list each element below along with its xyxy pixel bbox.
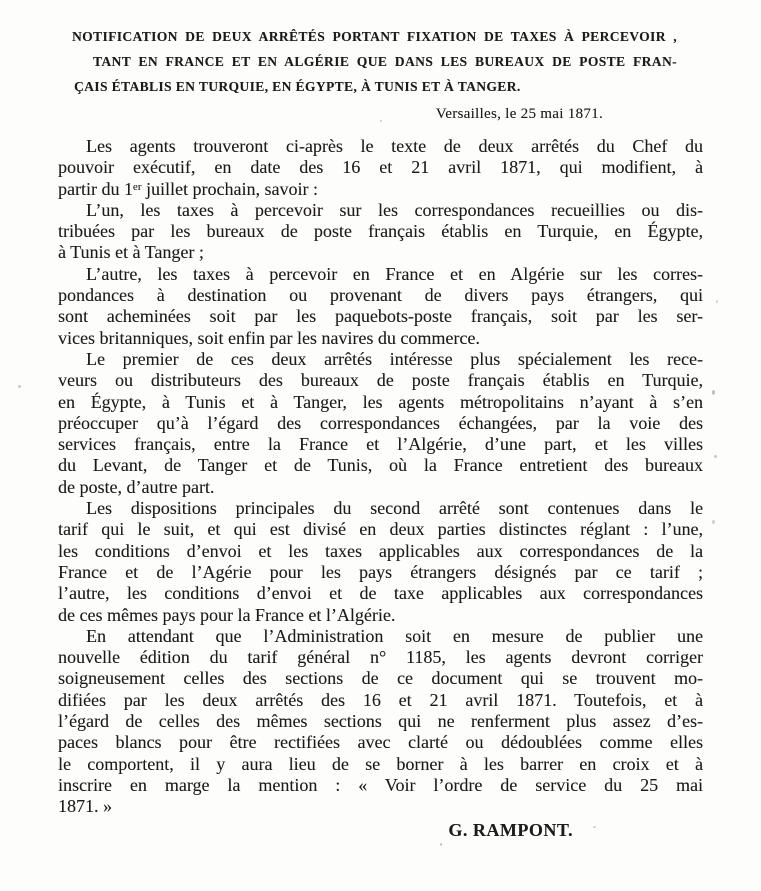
text-line: soigneusement celles des sections de ce document qui se trouvent mo- [58,668,703,689]
text-line: France et de l’Agérie pour les pays étrangers désignés par ce tarif ; [58,561,703,582]
document-header [72,24,677,99]
paragraph [58,136,703,200]
text-line: L’un, les taxes à percevoir sur les correspondances recueillies ou dis- [86,199,703,220]
text-line: services français, entre la France et l’Algérie, d’une part, et les villes [58,434,703,455]
text-line: Les dispositions principales du second arrêté sont contenues dans le [86,498,703,519]
header-line-2: TANT EN FRANCE ET EN ALGÉRIE QUE DANS LES BUREAUX DE POSTE FRAN- [93,54,677,69]
text-line: 1871. » [58,796,112,817]
text-line: le comportent, il y aura lieu de se borner à les barrer en croix et à [58,753,703,774]
text-line: L’autre, les taxes à percevoir en France et en Algérie sur les corres- [86,263,703,284]
text-line: les conditions d’envoi et les taxes applicables aux correspondances de la [58,540,703,561]
paragraph [58,264,703,349]
text-line: Les agents trouveront ci-après le texte de deux arrêtés du Chef du [86,136,703,156]
text-line: Le premier de ces deux arrêtés intéresse plus spécialement les rece- [86,348,703,369]
paragraph [58,498,703,626]
text-line: sont acheminées soit par les paquebots-poste français, soit par les ser- [58,306,703,327]
text-line: inscrire en marge la mention : « Voir l’ordre de service du 25 mai [58,774,703,795]
scan-speck [712,520,715,524]
paragraph [58,200,703,264]
text-line: En attendant que l’Administration soit en mesure de publier une [86,625,703,646]
text-line: du Levant, de Tanger et de Tunis, où la France entretient des bureaux [58,455,703,476]
text-line: préoccuper qu’à l’égard des correspondances échangées, par la voie des [58,412,703,433]
scan-speck [440,843,442,846]
paragraph [58,626,703,818]
text-line: pondances à destination ou provenant de divers pays étrangers, qui [58,285,703,306]
dateline: Versailles, le 25 mai 1871. [435,106,603,122]
header-line-3: ÇAIS ÉTABLIS EN TURQUIE, EN ÉGYPTE, À TUNIS ET À TANGER. [74,79,521,94]
text-line: paces blancs pour être rectifiées avec clarté ou dédoublées comme elles [58,732,703,753]
scan-speck [714,455,717,458]
text-line: nouvelle édition du tarif général n° 1185, les agents devront corriger [58,647,703,668]
text-line: vices britanniques, soit enfin par les navires du commerce. [58,327,480,348]
header-line-1: NOTIFICATION DE DEUX ARRÊTÉS PORTANT FIXATION DE TAXES À PERCEVOIR , [72,29,677,44]
document-body [58,136,703,818]
text-line: tarif qui le suit, et qui est divisé en deux parties distinctes réglant : l’une, [58,519,703,540]
text-line: l’égard de celles des mêmes sections qui ne renferment plus assez d’es- [58,711,703,732]
scan-speck [18,385,21,388]
text-line: de poste, d’autre part. [58,476,215,497]
text-line: difiées par les deux arrêtés des 16 et 21 avril 1871. Toutefois, et à [58,689,703,710]
text-line: de ces mêmes pays pour la France et l’Algérie. [58,604,396,625]
text-line: l’autre, les conditions d’envoi et de taxe applicables aux correspondances [58,583,703,604]
signature: G. RAMPONT. [448,819,573,840]
text-line: à Tunis et à Tanger ; [58,242,204,263]
text-line: partir du 1ᵉʳ juillet prochain, savoir : [58,178,318,199]
text-line: pouvoir exécutif, en date des 16 et 21 avril 1871, qui modifient, à [58,157,703,178]
text-line: veurs ou distributeurs des bureaux de poste français établis en Turquie, [58,370,703,391]
text-line: en Égypte, à Tunis et à Tanger, les agents métropolitains n’ayant à s’en [58,391,703,412]
scan-speck [712,390,715,395]
scan-speck [716,300,718,303]
paragraph [58,349,703,498]
text-line: tribuées par les bureaux de poste français établis en Turquie, en Égypte, [58,221,703,242]
